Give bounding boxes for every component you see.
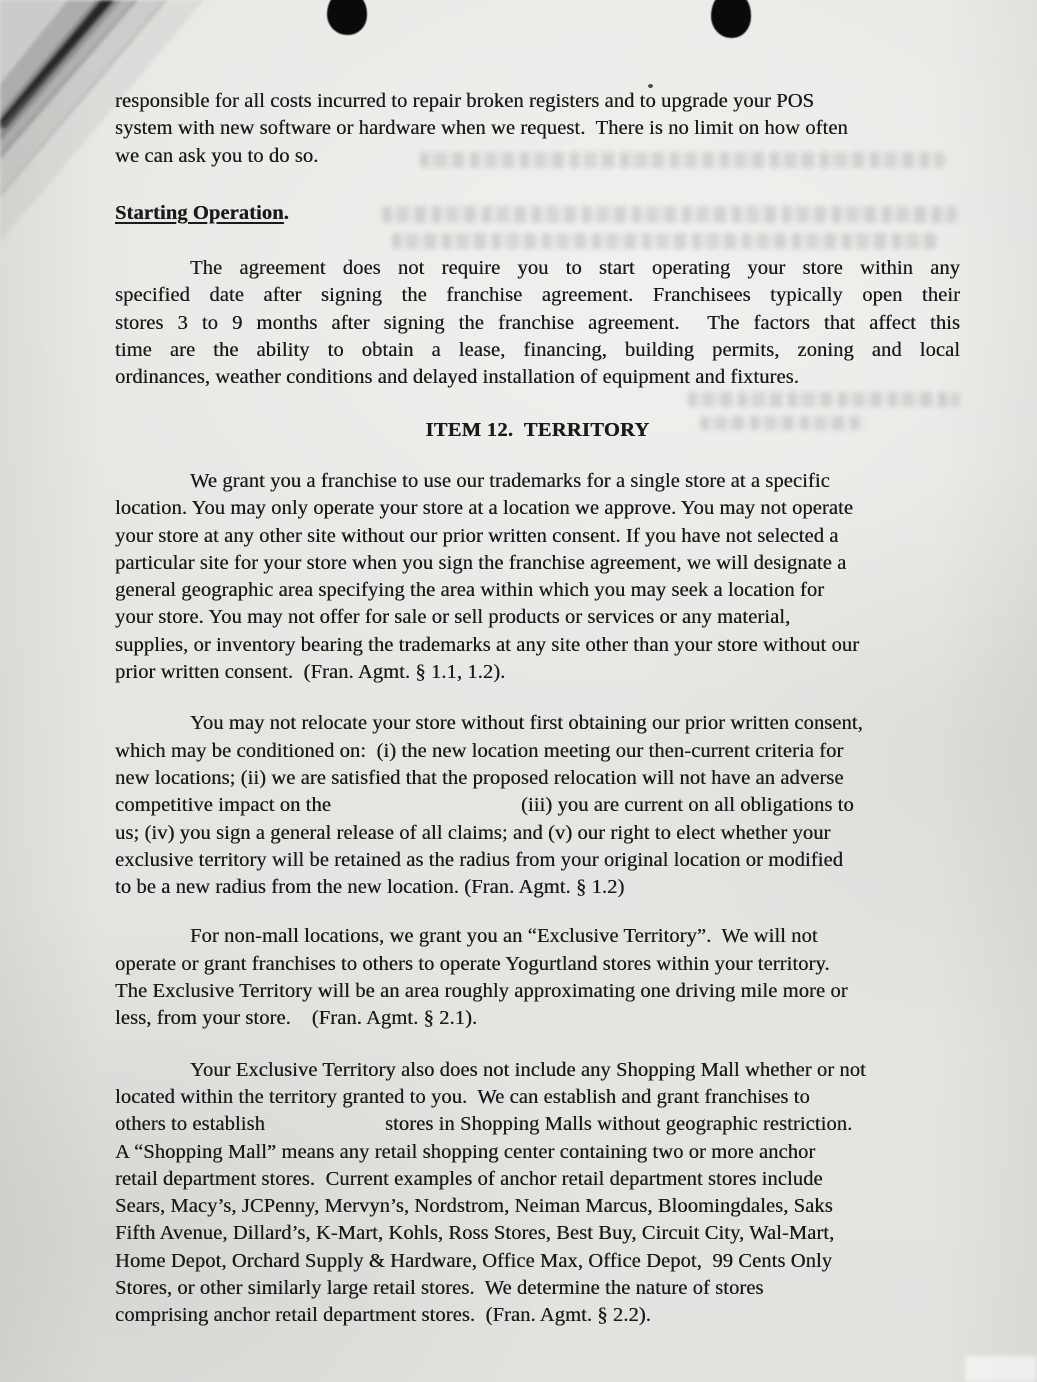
punch-hole-right — [711, 0, 751, 38]
text-line: located within the territory granted to you. We can establish and grant franchises to — [115, 1085, 810, 1108]
text-line — [115, 1111, 960, 1138]
agreement-timing-paragraph — [115, 255, 960, 391]
text-line: less, from your store. (Fran. Agmt. § 2.1). — [115, 1007, 478, 1030]
text-line: Sears, Macy’s, JCPenny, Mervyn’s, Nordstrom, Neiman Marcus, Bloomingdales, Saks — [115, 1195, 833, 1218]
text-line: comprising anchor retail department stores. (Fran. Agmt. § 2.2). — [115, 1304, 651, 1327]
text-line: location. You may only operate your store at a location we approve. You may not operate — [115, 497, 853, 520]
text-line: The agreement does not require you to start operating your store within any — [190, 257, 960, 280]
text-line: general geographic area specifying the area within which you may seek a location for — [115, 579, 825, 602]
text-line: The Exclusive Territory will be an area roughly approximating one driving mile more or — [115, 980, 848, 1003]
text-line: prior written consent. (Fran. Agmt. § 1.1, 1.2). — [115, 661, 506, 684]
territory-grant-paragraph — [115, 468, 960, 686]
text-line: Your Exclusive Territory also does not include any Shopping Mall whether or not — [190, 1058, 866, 1081]
text-line: your store. You may not offer for sale or sell products or services or any material, — [115, 606, 791, 629]
text-line: Stores, or other similarly large retail stores. We determine the nature of stores — [115, 1276, 764, 1299]
text-line: which may be conditioned on: (i) the new location meeting our then-current criteria for — [115, 739, 844, 762]
text-line: time are the ability to obtain a lease, financing, building permits, zoning and local — [115, 339, 960, 362]
shopping-mall-paragraph — [115, 1057, 960, 1330]
starting-operation-heading-text: Starting Operation — [115, 201, 284, 224]
text-line: Home Depot, Orchard Supply & Hardware, Office Max, Office Depot, 99 Cents Only — [115, 1249, 833, 1272]
text-line: Fifth Avenue, Dillard’s, K-Mart, Kohls, Ross Stores, Best Buy, Circuit City, Wal-Mart, — [115, 1222, 835, 1245]
starting-operation-heading-period: . — [283, 201, 289, 224]
text-segment: stores in Shopping Malls without geographic restriction. — [384, 1113, 853, 1136]
starting-operation-heading — [115, 200, 960, 227]
redacted-gap — [331, 810, 521, 811]
text-line: new locations; (ii) we are satisfied that the proposed relocation will not have an adverse — [115, 766, 844, 789]
text-line: retail department stores. Current examples of anchor retail department stores include — [115, 1167, 823, 1190]
text-line: system with new software or hardware when we request. There is no limit on how often — [115, 117, 848, 140]
text-line: For non-mall locations, we grant you an “Exclusive Territory”. We will not — [190, 925, 818, 948]
text-line — [115, 792, 960, 819]
text-line: exclusive territory will be retained as the radius from your original location or modified — [115, 848, 843, 871]
text-line: your store at any other site without our prior written consent. If you have not selected a — [115, 524, 839, 547]
text-line: particular site for your store when you sign the franchise agreement, we will designate a — [115, 551, 847, 574]
text-segment: others to establish — [115, 1113, 265, 1136]
item-12-territory-heading: ITEM 12. TERRITORY — [425, 418, 650, 441]
text-line: specified date after signing the franchise agreement. Franchisees typically open their — [115, 284, 960, 307]
text-segment: competitive impact on the — [115, 794, 331, 817]
redacted-gap — [265, 1129, 385, 1130]
exclusive-territory-paragraph — [115, 923, 960, 1032]
text-line: operate or grant franchises to others to operate Yogurtland stores within your territory. — [115, 952, 830, 975]
text-line: We grant you a franchise to use our trademarks for a single store at a specific — [190, 469, 830, 492]
text-line: we can ask you to do so. — [115, 144, 319, 167]
document-text-block — [115, 88, 960, 1330]
text-line: supplies, or inventory bearing the trademarks at any site other than your store without our — [115, 633, 860, 656]
text-segment: (iii) you are current on all obligations to — [520, 794, 854, 817]
relocation-paragraph — [115, 710, 960, 901]
intro-continuation-paragraph — [115, 88, 960, 170]
text-line: ordinances, weather conditions and delayed installation of equipment and fixtures. — [115, 366, 799, 389]
scan-light-patch — [965, 1356, 1037, 1382]
text-line: us; (iv) you sign a general release of all claims; and (v) our right to elect whether your — [115, 821, 831, 844]
text-line: You may not relocate your store without first obtaining our prior written consent, — [190, 712, 863, 735]
text-line: to be a new radius from the new location. (Fran. Agmt. § 1.2) — [115, 876, 625, 899]
text-line: A “Shopping Mall” means any retail shopping center containing two or more anchor — [115, 1140, 816, 1163]
text-line: responsible for all costs incurred to repair broken registers and to upgrade your POS — [115, 90, 815, 112]
punch-hole-left — [327, 0, 367, 35]
text-line: stores 3 to 9 months after signing the franchise agreement. The factors that affect this — [115, 311, 960, 334]
